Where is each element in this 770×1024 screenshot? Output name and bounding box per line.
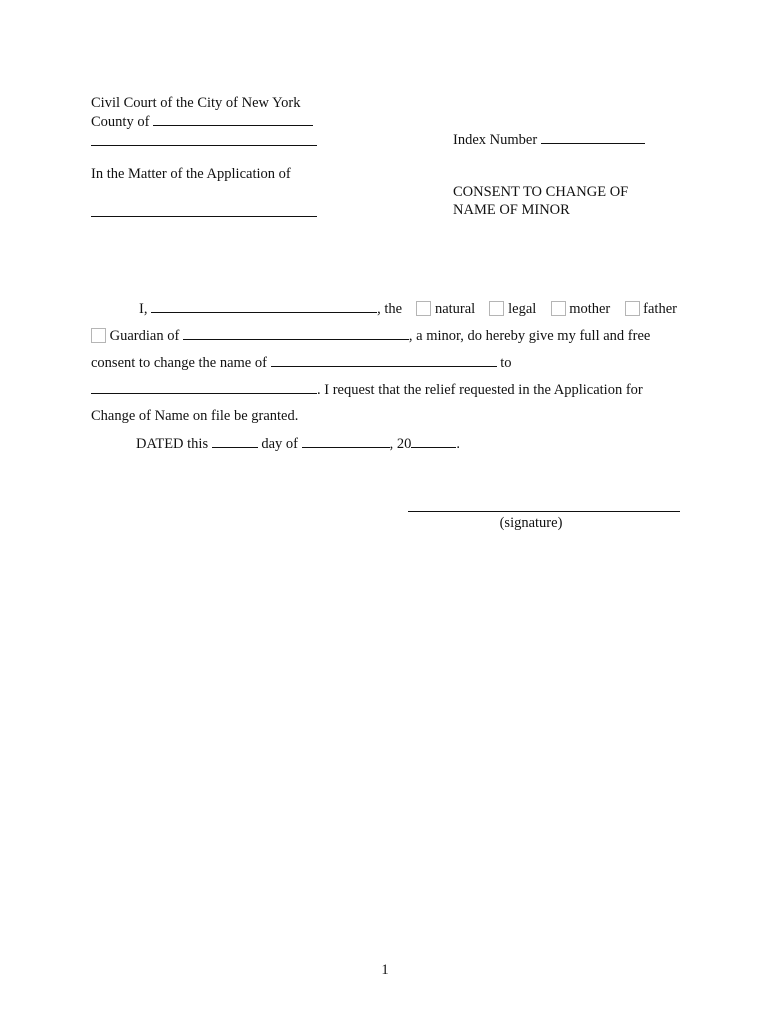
minor-name-blank[interactable] [183, 326, 409, 340]
month-blank[interactable] [302, 434, 390, 448]
mother-checkbox[interactable] [551, 301, 566, 316]
consent-text: consent to change the name of [91, 355, 267, 371]
option-natural [416, 300, 475, 318]
year-label: , 20 [389, 436, 412, 452]
matter-of-application: In the Matter of the Application of [91, 166, 291, 182]
the-text: , the [377, 301, 403, 317]
legal-checkbox[interactable] [489, 301, 504, 316]
minor-text: , a minor, do hereby give my full and free [408, 328, 651, 344]
index-number-line [453, 130, 645, 149]
request-text: . I request that the relief requested in the Application for [317, 382, 643, 398]
document-title-line1: CONSENT TO CHANGE OF [453, 184, 629, 200]
legal-label: legal [508, 301, 537, 317]
county-line [91, 112, 313, 131]
document-title-line2: NAME OF MINOR [453, 202, 570, 218]
natural-checkbox[interactable] [416, 301, 431, 316]
day-of-label: day of [261, 436, 298, 452]
day-blank[interactable] [212, 434, 258, 448]
option-mother [551, 300, 611, 318]
mother-label: mother [569, 301, 611, 317]
page-number: 1 [381, 962, 389, 978]
father-label: father [643, 301, 677, 317]
consenter-clause [139, 299, 402, 318]
consent-line-3 [91, 353, 677, 372]
consent-line-4 [91, 380, 677, 399]
period-text: . [456, 436, 460, 452]
dated-label: DATED this [136, 436, 209, 452]
consent-line-1 [91, 299, 677, 318]
option-legal [489, 300, 536, 318]
consent-line-2 [91, 326, 677, 345]
consent-line-5: Change of Name on file be granted. [91, 408, 299, 424]
county-label: County of [91, 114, 150, 130]
new-name-blank[interactable] [91, 380, 317, 394]
index-number-blank[interactable] [541, 130, 645, 144]
guardian-checkbox[interactable] [91, 328, 106, 343]
father-checkbox[interactable] [625, 301, 640, 316]
option-father [625, 300, 677, 318]
natural-label: natural [434, 301, 476, 317]
signature-line[interactable] [408, 511, 680, 512]
signature-label: (signature) [499, 515, 563, 531]
applicant-name-blank[interactable] [91, 216, 317, 217]
guardian-label: Guardian of [109, 328, 180, 344]
court-name: Civil Court of the City of New York [91, 95, 301, 111]
consenter-name-blank[interactable] [151, 299, 377, 313]
year-blank[interactable] [411, 434, 456, 448]
dated-line [136, 434, 460, 453]
county-blank[interactable] [153, 112, 313, 126]
current-name-blank[interactable] [271, 353, 497, 367]
to-text: to [500, 355, 512, 371]
caption-rule-top[interactable] [91, 145, 317, 146]
i-text: I, [139, 301, 148, 317]
index-number-label: Index Number [453, 132, 538, 148]
